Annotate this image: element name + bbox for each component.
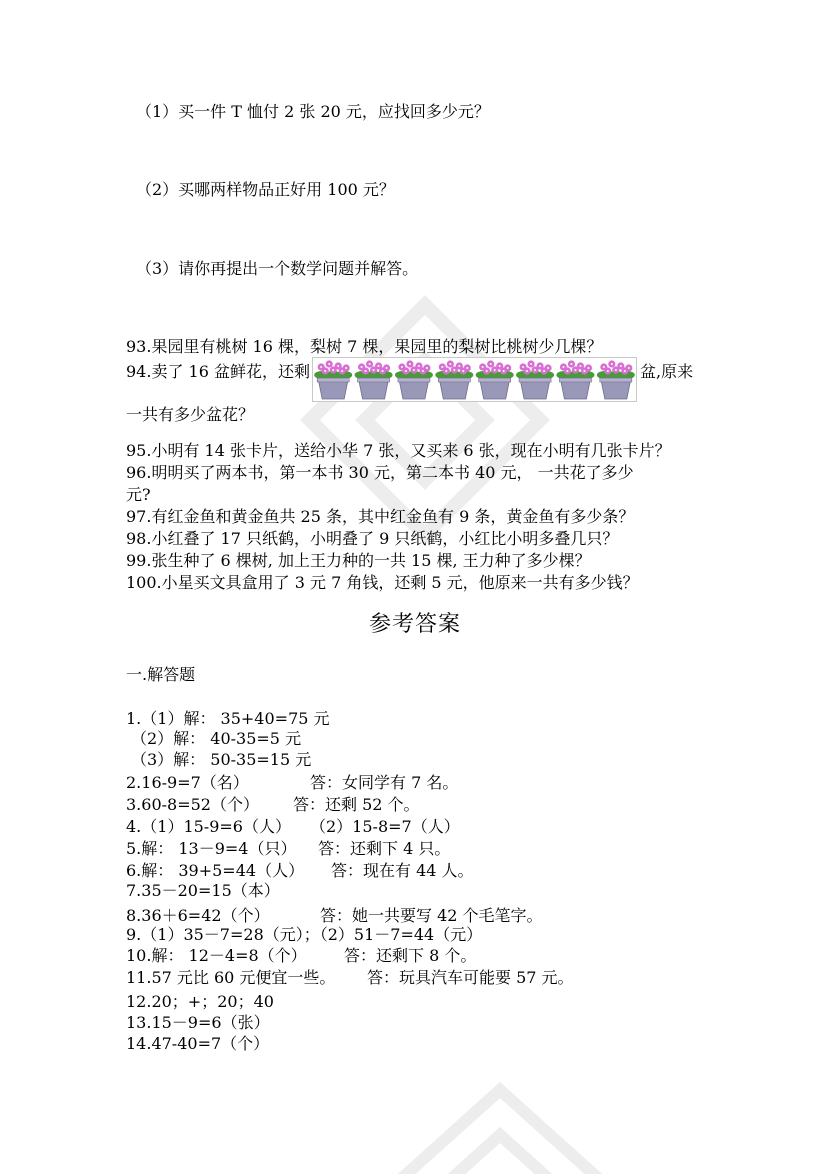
flower-pot (435, 360, 473, 399)
flower-pots-image (312, 357, 637, 402)
flower-pot (597, 360, 635, 399)
watermark-logo-bottom (380, 1080, 620, 1174)
problem-100: 100.小星买文具盒用了 3 元 7 角钱，还剩 5 元，他原来一共有多少钱？ (126, 573, 639, 592)
question-1: （1）买一件 T 恤付 2 张 20 元，应找回多少元？ (136, 102, 490, 121)
answer-11: 11.57 元比 60 元便宜一些。 (126, 968, 336, 987)
flower-pot (476, 360, 514, 399)
answer-10: 10.解： 12－4=8（个） (126, 946, 307, 965)
answer-6-reply: 答：现在有 44 人。 (331, 861, 474, 880)
flower-pot (556, 360, 594, 399)
answer-2: 2.16-9=7（名） (126, 773, 249, 792)
flower-pot (314, 360, 352, 399)
problem-94-suffix: 盆,原来 (640, 362, 694, 381)
problem-95: 95.小明有 14 张卡片，送给小华 7 张，又买来 6 张，现在小明有几张卡片？ (126, 441, 671, 460)
answer-10-reply: 答：还剩下 8 个。 (344, 946, 477, 965)
answer-7: 7.35－20=15（本） (126, 881, 280, 900)
answers-title: 参考答案 (368, 612, 461, 637)
question-2: （2）买哪两样物品正好用 100 元？ (136, 180, 395, 199)
answer-9: 9.（1）35－7=28（元）；（2）51－7=44（元） (126, 925, 483, 944)
problem-98: 98.小红叠了 17 只纸鹤，小明叠了 9 只纸鹤，小红比小明多叠几只？ (126, 529, 619, 548)
flower-pot (355, 360, 393, 399)
answer-8-reply: 答：她一共要写 42 个毛笔字。 (320, 906, 543, 925)
answer-5: 5.解： 13－9=4（只） (126, 839, 297, 858)
flower-pot (516, 360, 554, 399)
answer-14: 14.47-40=7（个） (126, 1034, 270, 1053)
answer-5-reply: 答：还剩下 4 只。 (318, 839, 451, 858)
answer-3-reply: 答：还剩 52 个。 (293, 795, 420, 814)
answer-13: 13.15－9=6（张） (126, 1013, 270, 1032)
answer-4-part-2: （2）15-8=7（人） (310, 817, 460, 836)
answer-2-reply: 答：女同学有 7 名。 (310, 773, 459, 792)
section-heading: 一.解答题 (126, 665, 196, 684)
answer-3: 3.60-8=52（个） (126, 795, 259, 814)
answer-8: 8.36＋6=42（个） (126, 906, 270, 925)
answer-12: 12.20；+；20；40 (126, 992, 274, 1011)
flower-pots-drawing (313, 358, 636, 401)
problem-96-continued: 元? (126, 485, 151, 504)
problem-99: 99.张生种了 6 棵树, 加上王力种的一共 15 棵, 王力种了多少棵？ (126, 551, 591, 570)
answer-6: 6.解： 39+5=44（人） (126, 861, 305, 880)
answer-1: 1.（1）解： 35+40=75 元 (126, 709, 330, 728)
answer-1-part-2: （2）解： 40-35=5 元 (131, 729, 302, 748)
answer-1-part-3: （3）解： 50-35=15 元 (131, 750, 312, 769)
answer-4: 4.（1）15-9=6（人） (126, 817, 291, 836)
problem-96: 96.明明买了两本书，第一本书 30 元，第二本书 40 元， 一共花了多少 (126, 463, 634, 482)
problem-94-continued: 一共有多少盆花？ (126, 405, 255, 424)
problem-94: 94.卖了 16 盆鲜花，还剩 (126, 362, 310, 381)
problem-97: 97.有红金鱼和黄金鱼共 25 条，其中红金鱼有 9 条，黄金鱼有多少条？ (126, 507, 635, 526)
problem-93: 93.果园里有桃树 16 棵，梨树 7 棵，果园里的梨树比桃树少几棵？ (126, 337, 603, 356)
answer-11-reply: 答：玩具汽车可能要 57 元。 (367, 968, 574, 987)
question-3: （3）请你再提出一个数学问题并解答。 (136, 259, 419, 278)
flower-pot (395, 360, 433, 399)
